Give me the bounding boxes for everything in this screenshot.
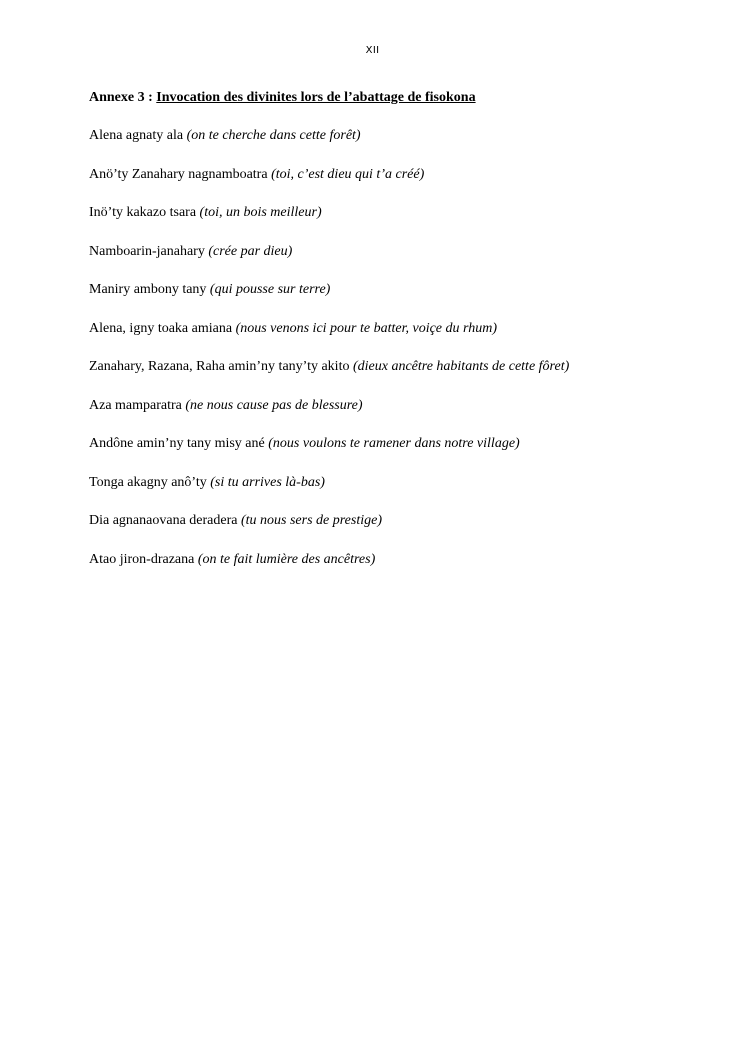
invocation-line [89, 127, 709, 145]
french-translation: (crée par dieu) [208, 243, 293, 259]
malagasy-text: Maniry ambony tany [89, 282, 210, 297]
malagasy-text: Aza mamparatra [89, 397, 186, 413]
french-translation: (toi, un bois meilleur) [199, 205, 322, 220]
french-translation: (ne nous cause pas de blessure) [185, 397, 363, 413]
french-translation: (qui pousse sur terre) [209, 282, 331, 297]
annex-content [89, 89, 709, 589]
invocation-line [89, 320, 709, 338]
invocation-line [89, 397, 709, 415]
malagasy-text: Andône amin’ny tany misy ané [89, 436, 269, 451]
malagasy-text: Anö’ty Zanahary nagnamboatra [89, 166, 272, 182]
malagasy-text: Zanahary, Razana, Raha amin’ny tany’ty akito [89, 359, 353, 374]
invocation-lines [89, 127, 709, 569]
annex-heading [89, 89, 709, 107]
malagasy-text: Alena, igny toaka amiana [89, 320, 236, 336]
invocation-line [89, 512, 709, 530]
malagasy-text: Dia agnanaovana deradera [89, 513, 241, 528]
french-translation: (dieux ancêtre habitants de cette fôret) [352, 359, 570, 374]
invocation-line [89, 551, 709, 569]
invocation-line [89, 358, 709, 376]
invocation-line [89, 281, 709, 299]
page-number: XII [365, 45, 380, 56]
french-translation: (on te fait lumière des ancêtres) [197, 551, 376, 567]
invocation-line [89, 474, 709, 492]
heading-title: Invocation des divinites lors de l’abattage de fisokona [156, 90, 476, 105]
invocation-line [89, 166, 709, 184]
malagasy-text: Tonga akagny anô’ty [89, 474, 211, 490]
invocation-line [89, 435, 709, 453]
heading-prefix: Annexe 3 : [89, 90, 157, 105]
invocation-line [89, 204, 709, 222]
malagasy-text: Namboarin-janahary [89, 243, 209, 259]
french-translation: (on te cherche dans cette forêt) [186, 128, 361, 143]
french-translation: (toi, c’est dieu qui t’a créé) [271, 166, 425, 182]
malagasy-text: Atao jiron-drazana [89, 551, 198, 567]
french-translation: (nous venons ici pour te batter, voiçe du rhum) [235, 320, 497, 336]
malagasy-text: Alena agnaty ala [89, 128, 187, 143]
invocation-line [89, 243, 709, 261]
french-translation: (nous voulons te ramener dans notre village) [268, 436, 520, 451]
french-translation: (tu nous sers de prestige) [240, 513, 382, 528]
malagasy-text: Inö’ty kakazo tsara [89, 205, 200, 220]
french-translation: (si tu arrives là-bas) [210, 474, 325, 490]
